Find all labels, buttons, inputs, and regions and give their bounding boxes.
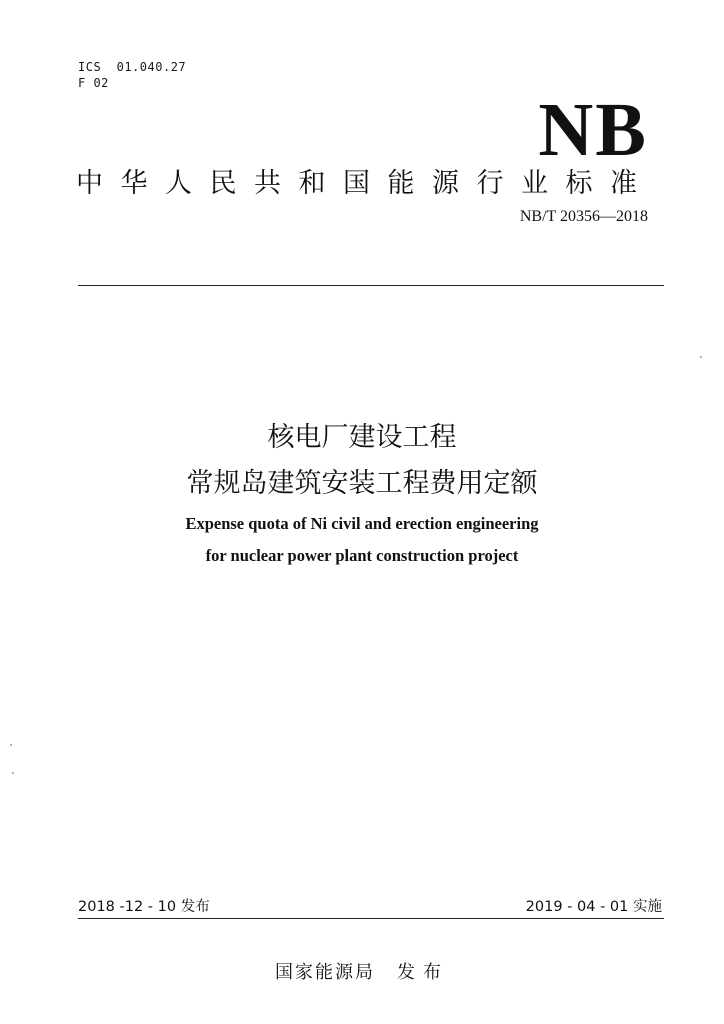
scan-speck bbox=[12, 772, 14, 774]
title-en-line-2: for nuclear power plant construction project bbox=[205, 546, 519, 565]
issuer-line bbox=[0, 960, 724, 986]
ccs-code: F 02 bbox=[78, 76, 109, 90]
standard-number: NB/T 20356—2018 bbox=[519, 208, 648, 225]
title-en-line-1: Expense quota of Ni civil and erection engineering bbox=[185, 514, 539, 533]
classification-block bbox=[78, 59, 186, 91]
title-cn-line-1: 核电厂建设工程 bbox=[267, 422, 457, 453]
implementation-date: 2019 - 04 - 01 实施 bbox=[525, 899, 662, 915]
ics-code: ICS 01.040.27 bbox=[78, 60, 187, 74]
issuer-organization: 国家能源局 bbox=[275, 962, 375, 983]
issue-date: 2018 -12 - 10 发布 bbox=[78, 899, 210, 915]
title-cn-line-2: 常规岛建筑安装工程费用定额 bbox=[186, 468, 538, 499]
footer-divider bbox=[78, 918, 664, 919]
issuer-action: 发布 bbox=[397, 962, 449, 983]
scan-speck bbox=[10, 744, 12, 746]
nb-logo: NB bbox=[538, 88, 648, 172]
scan-speck bbox=[700, 356, 702, 358]
standard-type-heading: 中华人民共和国能源行业标准 bbox=[76, 168, 655, 199]
header-divider bbox=[78, 285, 664, 286]
